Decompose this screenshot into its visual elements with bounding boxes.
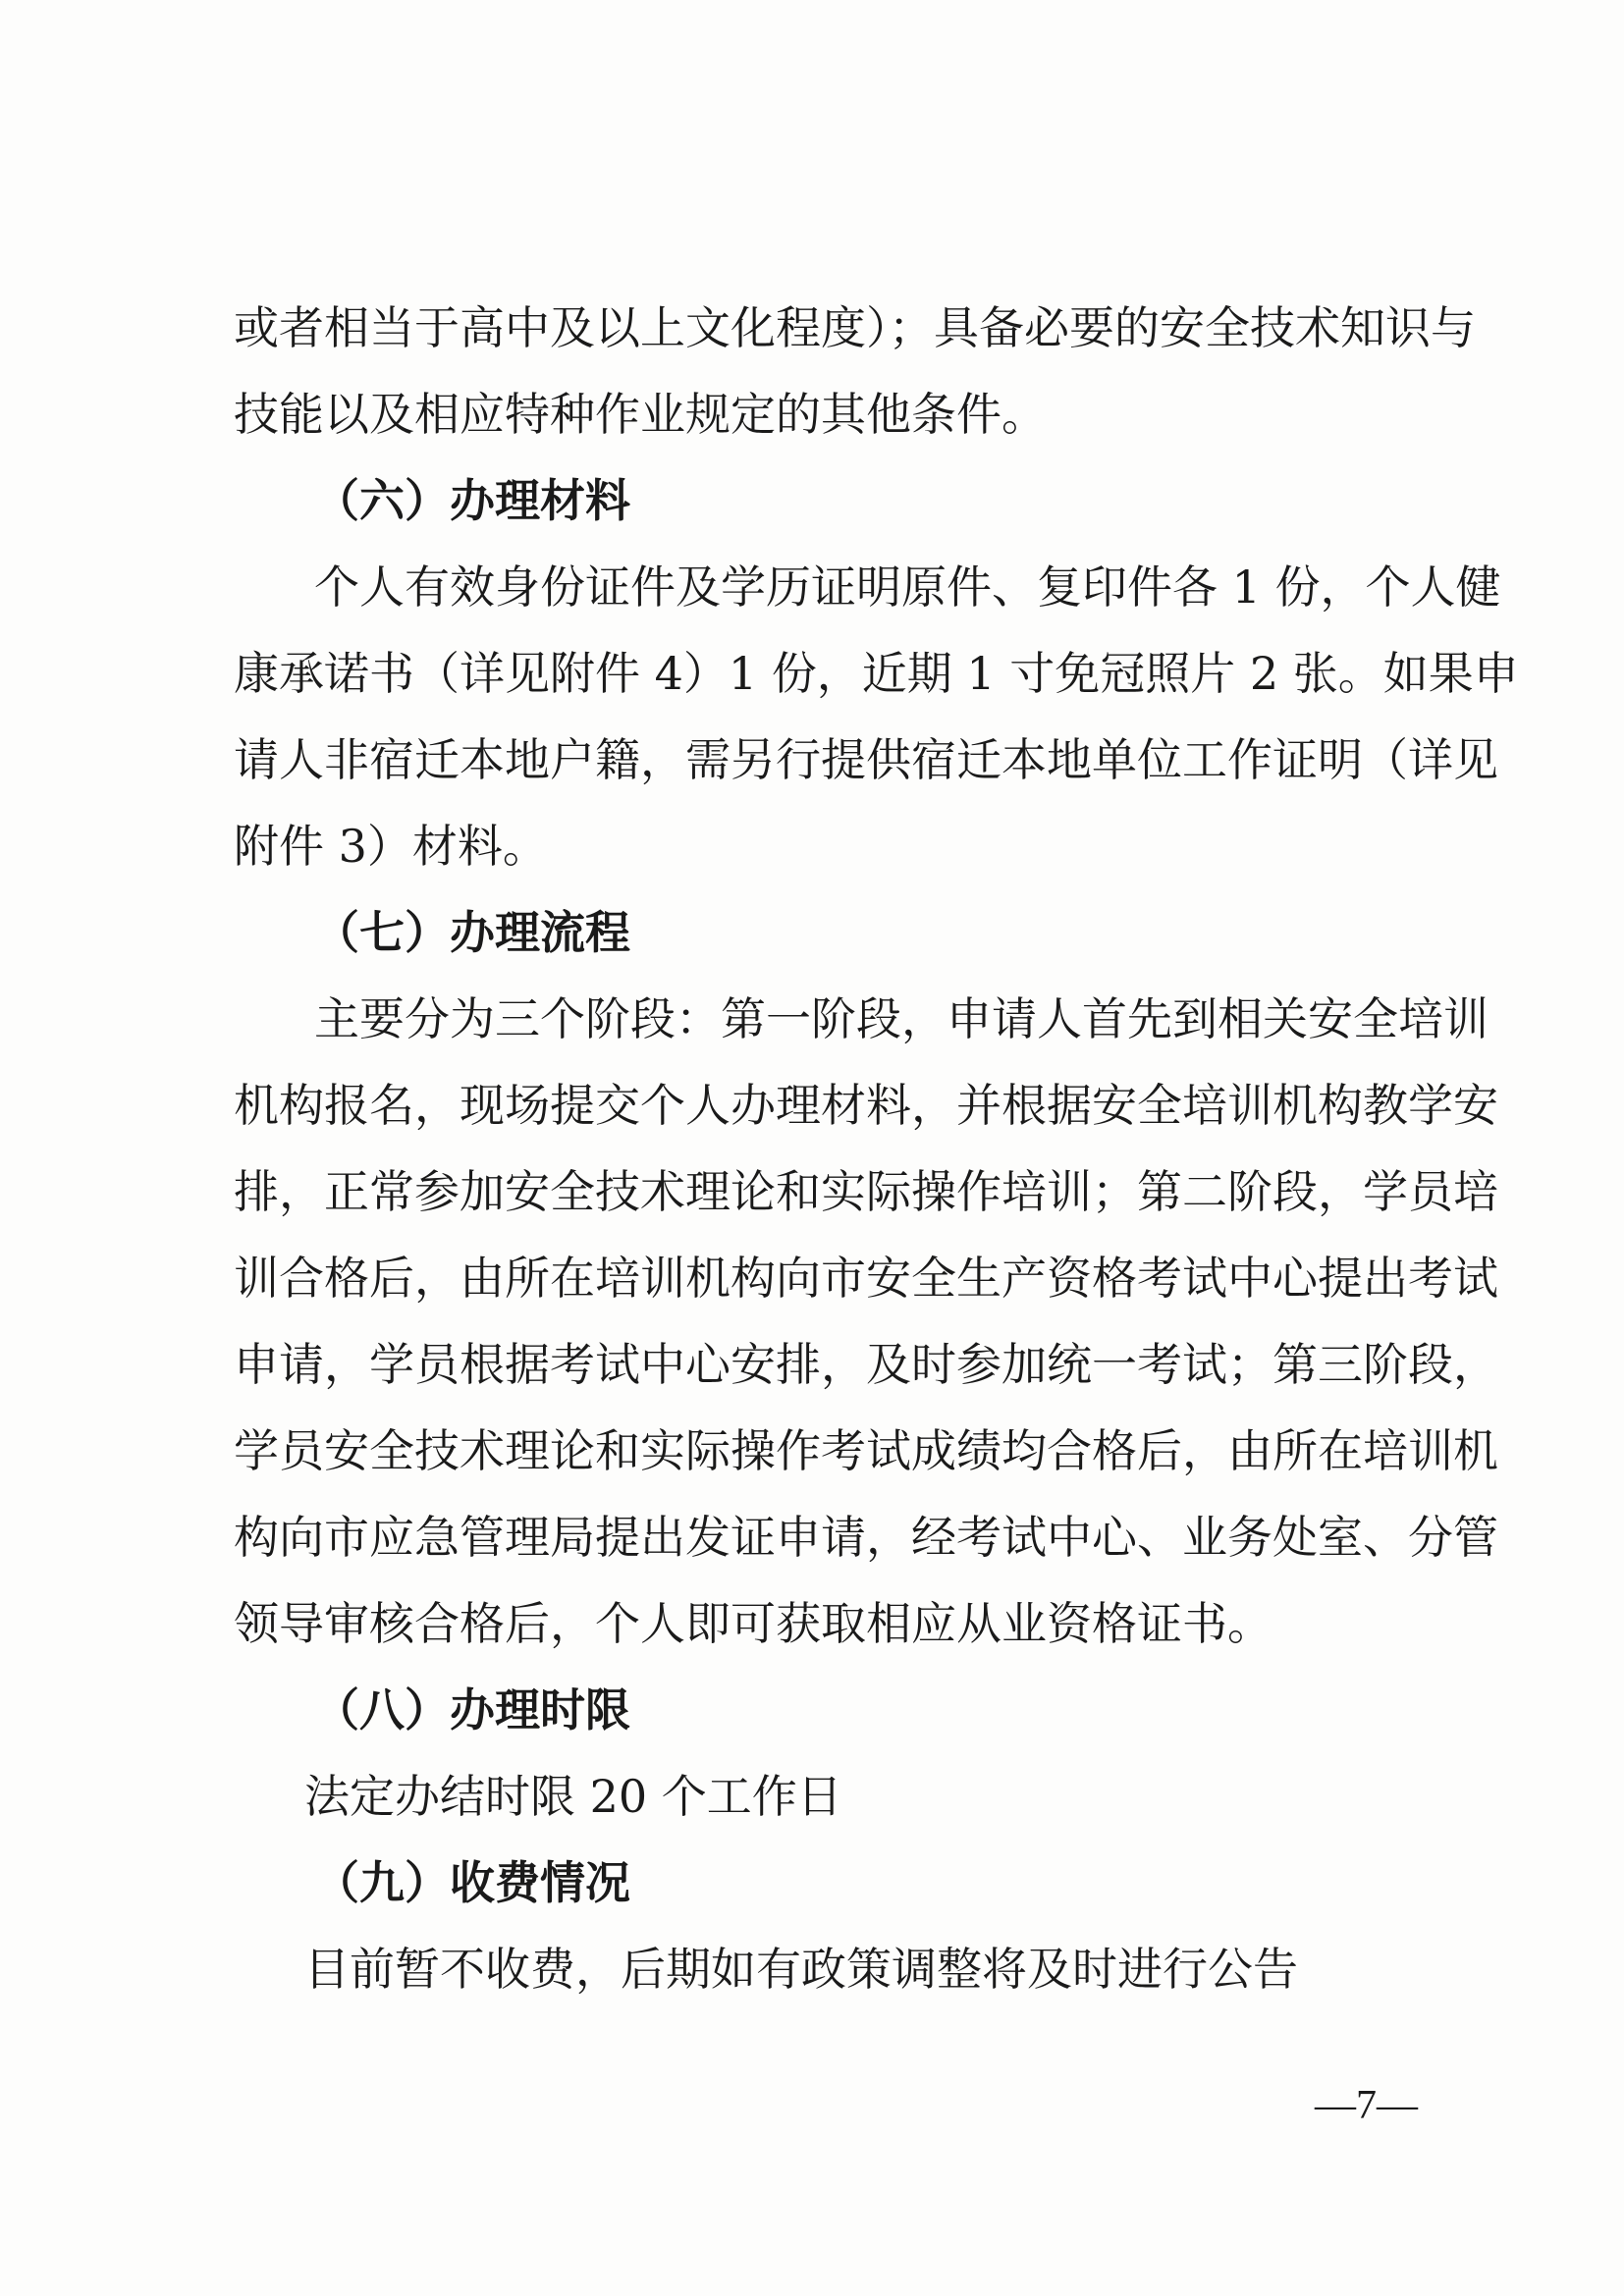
page-number: —7— (1315, 2083, 1418, 2128)
paragraph-line: 主要分为三个阶段：第一阶段，申请人首先到相关安全培训 (314, 992, 1489, 1045)
fees-text: 目前暂不收费，后期如有政策调整将及时进行公告 (304, 1943, 1298, 1996)
paragraph-line: 康承诺书（详见附件 4）1 份，近期 1 寸免冠照片 2 张。如果申 (234, 647, 1519, 700)
paragraph-line: 排，正常参加安全技术理论和实际操作培训；第二阶段，学员培 (234, 1165, 1498, 1218)
paragraph-line: 学员安全技术理论和实际操作考试成绩均合格后，由所在培训机 (234, 1424, 1498, 1477)
paragraph-line: 构向市应急管理局提出发证申请，经考试中心、业务处室、分管 (234, 1511, 1498, 1564)
section-heading-process: （七）办理流程 (314, 906, 630, 959)
paragraph-line: 训合格后，由所在培训机构向市安全生产资格考试中心提出考试 (234, 1252, 1498, 1305)
paragraph-line: 领导审核合格后，个人即可获取相应从业资格证书。 (234, 1597, 1272, 1650)
paragraph-line: 请人非宿迁本地户籍，需另行提供宿迁本地单位工作证明（详见 (234, 733, 1498, 786)
paragraph-line: 申请，学员根据考试中心安排，及时参加统一考试；第三阶段， (234, 1338, 1498, 1391)
section-heading-time-limit: （八）办理时限 (314, 1683, 630, 1736)
paragraph-line: 或者相当于高中及以上文化程度）；具备必要的安全技术知识与 (234, 301, 1476, 354)
paragraph-line: 个人有效身份证件及学历证明原件、复印件各 1 份，个人健 (314, 561, 1501, 614)
section-heading-fees: （九）收费情况 (314, 1856, 630, 1909)
section-heading-materials: （六）办理材料 (314, 474, 630, 527)
time-limit-text: 法定办结时限 20 个工作日 (304, 1770, 842, 1823)
paragraph-line: 技能以及相应特种作业规定的其他条件。 (234, 388, 1047, 441)
paragraph-line: 机构报名，现场提交个人办理材料，并根据安全培训机构教学安 (234, 1079, 1498, 1132)
paragraph-line: 附件 3）材料。 (234, 820, 548, 873)
